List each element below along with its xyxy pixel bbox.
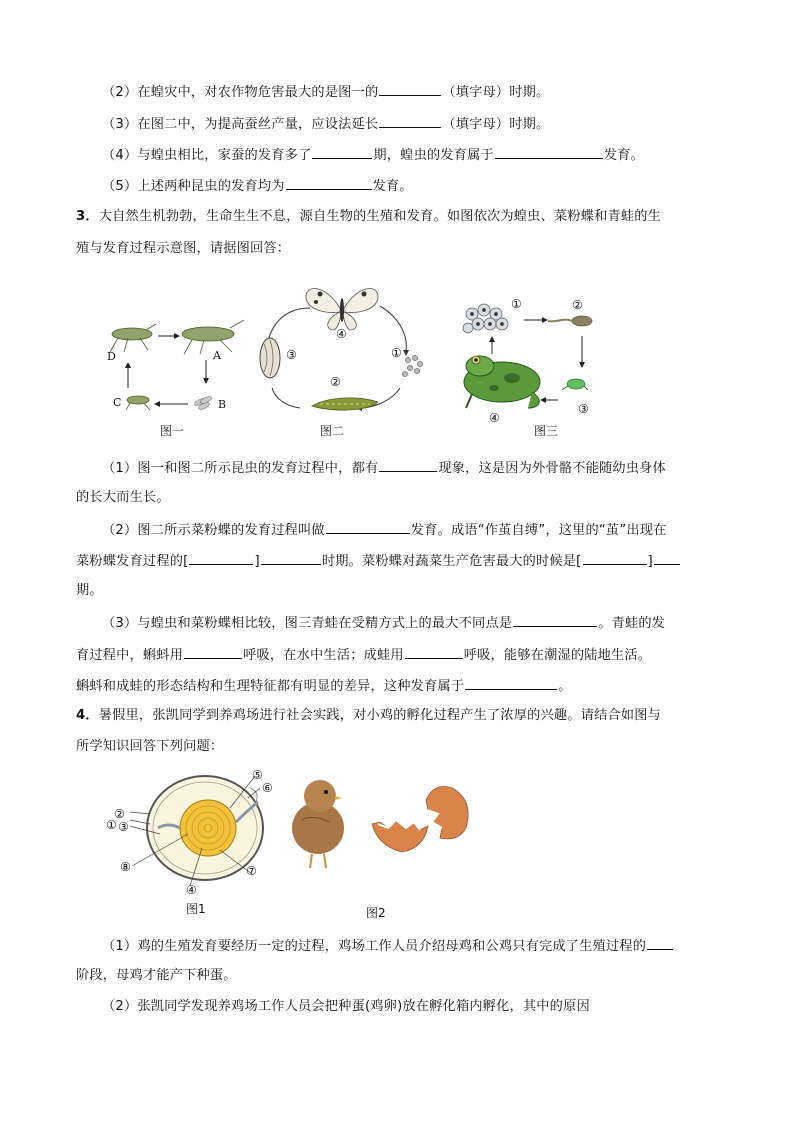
q2-part5: （5）上述两种昆虫的发育均为 发育。: [102, 176, 413, 196]
butterfly-eggs-icon: [402, 355, 422, 376]
q4-part1-cont: 阶段，母鸡才能产下种蛋。: [76, 968, 237, 983]
egg-label-3: ③: [118, 820, 129, 834]
fig2-label-1: ①: [391, 346, 402, 360]
eggs-b-icon: [194, 395, 213, 411]
egg-label-6: ⑥: [262, 781, 273, 795]
figure3-caption: 图三: [534, 424, 559, 438]
q2-part2: （2）在蝗灾中，对农作物危害最大的是图一的 （填字母）时期。: [102, 82, 549, 102]
answer-blank[interactable]: [379, 82, 441, 96]
answer-blank[interactable]: [513, 613, 597, 627]
fig3-label-1: ①: [511, 297, 522, 311]
answer-blank[interactable]: [184, 645, 242, 659]
arrow-head: [174, 333, 180, 339]
q3-stem-line1: 3．大自然生机勃勃，生命生生不息，源自生物的生殖和发育。如图依次为蝗虫、菜粉蝶和青蛙的生: [76, 209, 662, 224]
frog-eggs-icon: [463, 304, 508, 333]
egg-label-8: ⑧: [120, 860, 131, 874]
answer-blank[interactable]: [261, 551, 321, 565]
fig2-label-4: ④: [336, 327, 347, 341]
fig1-label-b: B: [218, 398, 227, 411]
broken-eggshell-icon: [372, 787, 468, 853]
arrow-head: [203, 378, 209, 384]
egg-figure1-caption: 图1: [186, 902, 206, 916]
q3-part3-end: 蝌蚪和成蛙的形态结构和生理特征都有明显的差异，这种发育属于 。: [76, 676, 572, 696]
q3-part1: （1）图一和图二所示昆虫的发育过程中，都有 现象，这是因为外骨骼不能随幼虫身体: [102, 458, 666, 478]
chick-figure2-caption: 图2: [366, 906, 386, 920]
answer-blank[interactable]: [647, 936, 673, 950]
cycle-arrow: [380, 306, 406, 350]
arrow-head: [154, 401, 160, 407]
figure2-caption: 图二: [320, 424, 345, 438]
answer-blank[interactable]: [326, 520, 410, 534]
arrow-head: [579, 362, 585, 368]
tadpole-icon: [548, 316, 592, 326]
q3-part2-cont: 菜粉蝶发育过程的[ ] 时期。菜粉蝶对蔬菜生产危害最大的时候是[ ]: [76, 551, 681, 571]
q4-stem-line2: 所学知识回答下列问题：: [76, 739, 224, 754]
figure3-frog-cycle: [452, 290, 612, 420]
answer-blank[interactable]: [189, 551, 253, 565]
egg-label-7: ⑦: [246, 864, 257, 878]
fig1-label-d: D: [107, 350, 116, 363]
butterfly-icon: [306, 289, 378, 330]
egg-label-2: ②: [114, 807, 125, 821]
q3-part1-cont: 的长大而生长。: [76, 490, 170, 505]
froglet-icon: [562, 379, 588, 390]
fig2-label-3: ③: [286, 348, 297, 362]
chick-and-eggshell-picture: [282, 770, 482, 874]
answer-blank[interactable]: [379, 114, 441, 128]
fig3-label-4: ④: [489, 411, 500, 425]
q3-part2-end: 期。: [76, 583, 103, 598]
q2-part4: （4）与蝗虫相比，家蚕的发育多了 期，蝗虫的发育属于 发育。: [102, 145, 644, 165]
fig3-label-2: ②: [572, 298, 583, 312]
egg-label-5: ⑤: [252, 768, 263, 782]
cycle-arrow: [272, 388, 300, 408]
answer-blank[interactable]: [465, 676, 557, 690]
adult-grasshopper-d-icon: [110, 324, 156, 352]
arrow-head: [489, 336, 495, 342]
answer-blank[interactable]: [495, 145, 603, 159]
fig3-label-3: ③: [578, 402, 589, 416]
q4-stem-line1: 4．暑假里，张凯同学到养鸡场进行社会实践，对小鸡的孵化过程产生了浓厚的兴趣。请结合如图与: [76, 708, 662, 723]
figure1-grasshopper-cycle: [100, 312, 250, 422]
answer-blank[interactable]: [583, 551, 647, 565]
fig2-label-2: ②: [330, 375, 341, 389]
arrow-head: [540, 397, 546, 403]
nymph-c-icon: [126, 396, 150, 410]
answer-blank[interactable]: [405, 645, 463, 659]
caterpillar-icon: [312, 398, 378, 410]
answer-blank[interactable]: [286, 176, 372, 190]
q3-part3-cont: 育过程中，蝌蚪用 呼吸，在水中生活；成蛙用 呼吸，能够在潮湿的陆地生活。: [76, 645, 651, 665]
answer-blank[interactable]: [654, 551, 680, 565]
figure2-butterfly-cycle: [250, 278, 440, 418]
q2-part3: （3）在图二中，为提高蚕丝产量，应设法延长 （填字母）时期。: [102, 114, 549, 134]
q4-part2: （2）张凯同学发现养鸡场工作人员会把种蛋(鸡卵)放在孵化箱内孵化，其中的原因: [102, 999, 590, 1014]
chick-icon: [292, 780, 344, 868]
fig1-label-c: C: [113, 396, 122, 409]
arrow-head: [403, 350, 409, 356]
egg-label-1: ①: [106, 818, 117, 832]
figure1-caption: 图一: [160, 424, 185, 438]
arrow-head: [125, 362, 131, 368]
q3-stem-line2: 殖与发育过程示意图，请据图回答：: [76, 241, 291, 256]
arrow-head: [542, 317, 548, 323]
fig1-label-a: A: [213, 349, 221, 362]
answer-blank[interactable]: [312, 145, 372, 159]
q4-part1: （1）鸡的生殖发育要经历一定的过程，鸡场工作人员介绍母鸡和公鸡只有完成了生殖过程的: [102, 936, 674, 956]
egg-label-4: ④: [186, 883, 197, 897]
pupa-icon: [260, 338, 280, 378]
answer-blank[interactable]: [379, 458, 437, 472]
q3-part3: （3）与蝗虫和菜粉蝶相比较，图三青蛙在受精方式上的最大不同点是 。青蛙的发: [102, 613, 665, 633]
yolk: [180, 800, 236, 856]
q3-part2: （2）图二所示菜粉蝶的发育过程叫做 发育。成语“作茧自缚”，这里的“茧”出现在: [102, 520, 667, 540]
adult-frog-icon: [464, 356, 540, 408]
